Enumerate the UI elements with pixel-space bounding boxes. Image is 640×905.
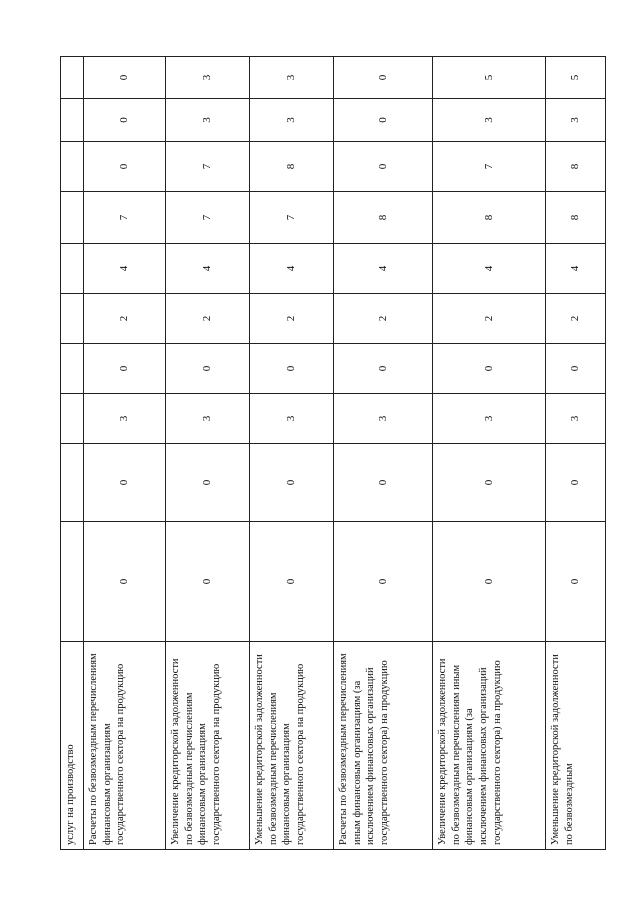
table-body <box>61 57 606 850</box>
table-cell: 2 <box>166 294 250 344</box>
accounts-table <box>60 56 606 850</box>
table-cell: 0 <box>433 522 546 642</box>
table-cell: 0 <box>546 522 606 642</box>
table-cell: 3 <box>433 99 546 142</box>
table-cell: 0 <box>84 142 166 192</box>
table-cell: 3 <box>250 99 334 142</box>
table-cell: 0 <box>334 142 433 192</box>
table-cell: 4 <box>250 244 334 294</box>
table-cell: 7 <box>166 142 250 192</box>
table-row <box>546 57 606 850</box>
table-cell: 3 <box>166 394 250 444</box>
table-cell: 0 <box>334 57 433 99</box>
table-cell: 3 <box>250 394 334 444</box>
table-cell: 0 <box>334 444 433 522</box>
table-cell: 5 <box>546 57 606 99</box>
table-cell <box>61 294 84 344</box>
row-label: Уменьшение кредиторской задолженности по безвозмездным перечислениям финансовым организациям государственного сектора на продукцию <box>250 642 334 850</box>
table-cell: 8 <box>433 192 546 244</box>
table-cell <box>61 142 84 192</box>
table-cell: 0 <box>84 344 166 394</box>
table-cell: 0 <box>84 522 166 642</box>
table-row <box>250 57 334 850</box>
table-cell: 5 <box>433 57 546 99</box>
row-label: Уменьшение кредиторской задолженности по безвозмездным <box>546 642 606 850</box>
row-label: Расчеты по безвозмездным перечислениям финансовым организациям государственного сектора на продукцию <box>84 642 166 850</box>
table-cell: 0 <box>250 344 334 394</box>
table-cell: 0 <box>166 522 250 642</box>
table-cell <box>61 192 84 244</box>
table-cell: 2 <box>433 294 546 344</box>
table-cell: 2 <box>546 294 606 344</box>
table-cell: 2 <box>84 294 166 344</box>
table-cell: 0 <box>84 444 166 522</box>
table-cell <box>61 444 84 522</box>
table-cell: 3 <box>546 99 606 142</box>
table-cell: 3 <box>166 57 250 99</box>
table-cell <box>61 99 84 142</box>
row-label: услуг на производство <box>61 642 84 850</box>
table-cell: 0 <box>433 344 546 394</box>
table-cell: 7 <box>250 192 334 244</box>
table-cell: 3 <box>433 394 546 444</box>
table-cell: 8 <box>546 142 606 192</box>
table-cell: 0 <box>84 57 166 99</box>
table-cell: 4 <box>166 244 250 294</box>
table-cell: 7 <box>166 192 250 244</box>
table-cell <box>61 344 84 394</box>
table-cell: 0 <box>250 522 334 642</box>
table-cell: 7 <box>84 192 166 244</box>
table-cell: 3 <box>166 99 250 142</box>
table-cell: 0 <box>334 99 433 142</box>
table-cell <box>61 57 84 99</box>
table-row <box>84 57 166 850</box>
table-row <box>334 57 433 850</box>
table-cell: 8 <box>546 192 606 244</box>
table-cell: 4 <box>84 244 166 294</box>
table-cell: 0 <box>334 522 433 642</box>
table-cell: 4 <box>334 244 433 294</box>
table-cell: 3 <box>334 394 433 444</box>
table-cell: 0 <box>166 444 250 522</box>
table-cell: 3 <box>84 394 166 444</box>
table-cell: 4 <box>433 244 546 294</box>
table-cell: 3 <box>250 57 334 99</box>
table-cell <box>61 522 84 642</box>
table-cell: 3 <box>546 394 606 444</box>
table-row <box>433 57 546 850</box>
table-cell <box>61 394 84 444</box>
row-label: Увеличение кредиторской задолженности по безвозмездным перечислениям иным финансовым организациям (за исключением финансовых организаций государственного сектора) на продукцию <box>433 642 546 850</box>
table-row <box>61 57 84 850</box>
row-label: Увеличение кредиторской задолженности по безвозмездным перечислениям финансовым организациям государственного сектора на продукцию <box>166 642 250 850</box>
table-row <box>166 57 250 850</box>
table-cell: 7 <box>433 142 546 192</box>
table-cell <box>61 244 84 294</box>
table-cell: 0 <box>166 344 250 394</box>
table-cell: 0 <box>334 344 433 394</box>
table-cell: 0 <box>433 444 546 522</box>
table-cell: 8 <box>334 192 433 244</box>
table-cell: 0 <box>546 444 606 522</box>
table-cell: 4 <box>546 244 606 294</box>
table-cell: 8 <box>250 142 334 192</box>
table-cell: 2 <box>250 294 334 344</box>
table-cell: 2 <box>334 294 433 344</box>
table-cell: 0 <box>84 99 166 142</box>
row-label: Расчеты по безвозмездным перечислениям иным финансовым организациям (за исключением финансовых организаций государственного сектора) на продукцию <box>334 642 433 850</box>
table-cell: 0 <box>250 444 334 522</box>
table-cell: 0 <box>546 344 606 394</box>
rotated-page-content <box>60 57 605 850</box>
scanned-page <box>60 57 605 850</box>
